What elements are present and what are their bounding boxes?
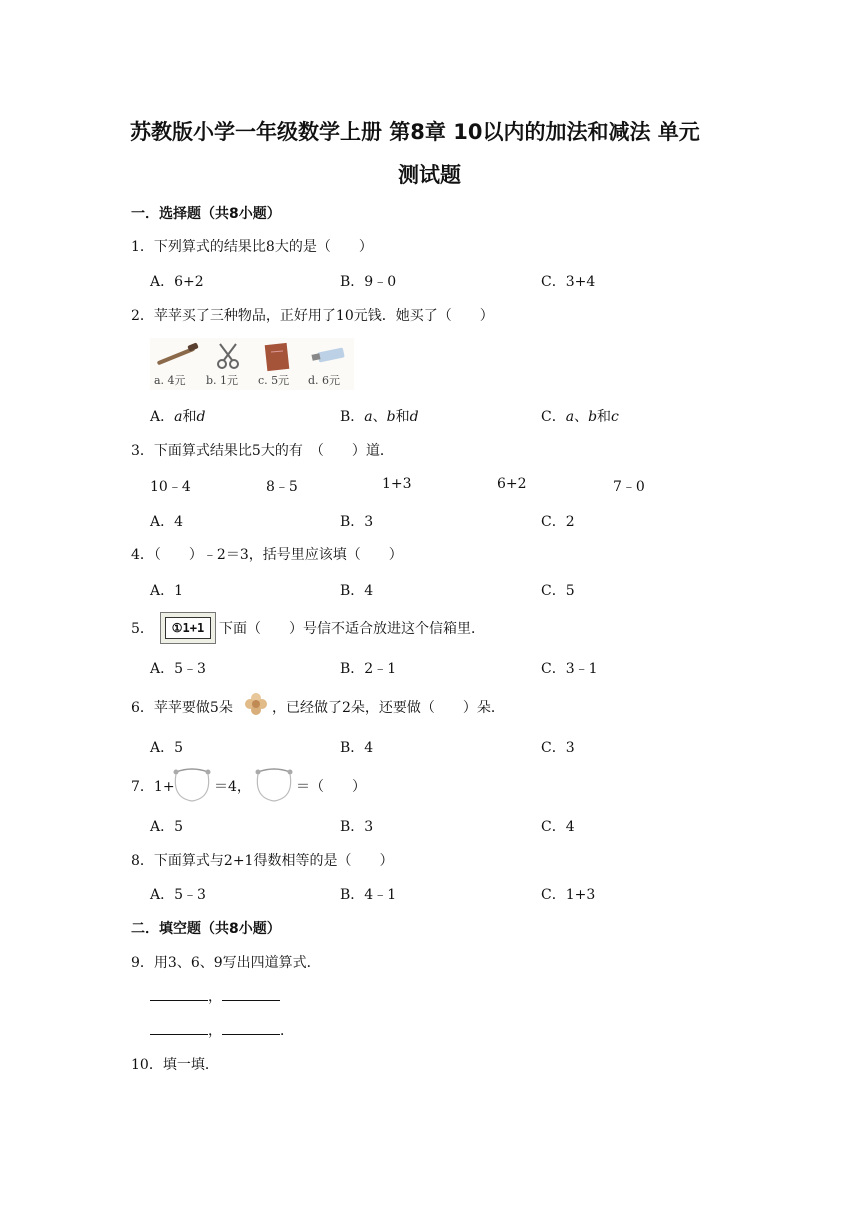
question-5-option-c: C．3﹣1: [541, 661, 598, 677]
question-3-option-b: B．3: [340, 514, 374, 530]
question-8-option-b: B．4﹣1: [340, 887, 397, 903]
toothbrush-icon: [157, 342, 199, 365]
option-letter: A．: [150, 409, 175, 425]
option-conj: 和: [395, 409, 410, 425]
page-title-line2: 测试题: [398, 163, 461, 187]
glue-tube-icon: [311, 347, 344, 362]
item-label-b: b. 1元: [206, 374, 239, 387]
question-1-option-b: B．9﹣0: [340, 274, 397, 290]
items-illustration: [150, 338, 354, 390]
mailbox-label: ①1+1: [165, 617, 211, 639]
question-3-expr-3: 1+3: [382, 476, 412, 492]
option-var: d: [196, 409, 206, 425]
necklace-icon: [252, 764, 296, 804]
blank-separator: ，: [208, 989, 222, 1005]
question-2-option-c: [541, 406, 619, 426]
option-letter: C．: [541, 409, 566, 425]
option-var: a: [364, 409, 373, 425]
mailbox-image: [160, 612, 216, 644]
question-9-blanks-row-1: [150, 986, 280, 1006]
question-6-option-a: A．5: [150, 740, 184, 756]
item-label-a: a. 4元: [154, 374, 186, 387]
option-letter: B．: [340, 409, 365, 425]
question-7-post: ＝（ ）: [296, 779, 366, 795]
question-10-stem: 10．填一填．: [131, 1057, 219, 1073]
question-3-expr-1: 10﹣4: [150, 479, 191, 495]
question-2-stem: 2．苹苹买了三种物品，正好用了10元钱．她买了（ ）: [131, 308, 494, 324]
question-3-option-c: C．2: [541, 514, 575, 530]
question-7-option-c: C．4: [541, 819, 575, 835]
question-5-option-a: A．5﹣3: [150, 661, 206, 677]
answer-blank[interactable]: [150, 1022, 208, 1035]
question-7-pre: 7．1+: [131, 779, 175, 795]
question-9-blanks-row-2: [150, 1020, 294, 1040]
question-1-stem: 1．下列算式的结果比8大的是（ ）: [131, 239, 373, 255]
notebook-icon: [265, 343, 290, 371]
scissors-icon: [218, 344, 238, 368]
question-1-option-a: A．6+2: [150, 274, 204, 290]
option-var: b: [386, 409, 396, 425]
option-var: a: [565, 409, 575, 425]
option-sep: 、: [372, 409, 387, 425]
question-7-option-b: B．3: [340, 819, 374, 835]
flower-icon: [244, 692, 268, 716]
option-conj: 和: [597, 409, 612, 425]
question-4-stem: 4．（ ）﹣2＝3，括号里应该填（ ）: [131, 547, 403, 563]
section-heading-choice: 一．选择题（共8小题）: [131, 206, 281, 222]
question-8-option-c: C．1+3: [541, 887, 596, 903]
question-5-stem: 下面（ ）号信不适合放进这个信箱里．: [219, 621, 485, 637]
section-heading-fill: 二．填空题（共8小题）: [131, 921, 281, 937]
question-3-expr-2: 8﹣5: [266, 479, 298, 495]
question-4-option-a: A．1: [150, 583, 184, 599]
necklace-icon: [170, 764, 214, 804]
necklace-image-2: [252, 764, 296, 804]
option-var: b: [588, 409, 598, 425]
question-7-mid: ＝4，: [214, 779, 251, 795]
question-4-option-b: B．4: [340, 583, 374, 599]
option-sep: 、: [574, 409, 589, 425]
question-2-option-b: [340, 406, 419, 426]
question-6-option-b: B．4: [340, 740, 374, 756]
answer-blank[interactable]: [150, 988, 208, 1001]
option-var: c: [611, 409, 619, 425]
question-6-post: ，已经做了2朵，还要做（ ）朵．: [272, 700, 505, 716]
question-1-option-c: C．3+4: [541, 274, 596, 290]
question-5-option-b: B．2﹣1: [340, 661, 397, 677]
option-var: a: [174, 409, 183, 425]
option-conj: 和: [182, 409, 197, 425]
blank-end: ．: [280, 1023, 294, 1039]
question-9-stem: 9．用3、6、9写出四道算式．: [131, 955, 321, 971]
question-3-expr-5: 7﹣0: [613, 479, 645, 495]
answer-blank[interactable]: [222, 988, 280, 1001]
necklace-image-1: [170, 764, 214, 804]
question-8-option-a: A．5﹣3: [150, 887, 206, 903]
question-6-option-c: C．3: [541, 740, 575, 756]
question-5-number: 5．: [131, 621, 154, 637]
question-3-option-a: A．4: [150, 514, 184, 530]
question-7-option-a: A．5: [150, 819, 184, 835]
question-4-option-c: C．5: [541, 583, 575, 599]
blank-separator: ，: [208, 1023, 222, 1039]
page-title-line1: 苏教版小学一年级数学上册 第8章 10以内的加法和减法 单元: [130, 120, 700, 144]
answer-blank[interactable]: [222, 1022, 280, 1035]
item-label-d: d. 6元: [308, 374, 341, 387]
question-3-expr-4: 6+2: [497, 476, 527, 492]
item-label-c: c. 5元: [258, 374, 290, 387]
question-6-pre: 6．苹苹要做5朵: [131, 700, 233, 716]
shopping-items-image: [150, 338, 354, 390]
option-var: d: [409, 409, 419, 425]
question-8-stem: 8．下面算式与2+1得数相等的是（ ）: [131, 853, 394, 869]
paper-flower-image: [244, 692, 268, 716]
question-2-option-a: [150, 406, 205, 426]
question-3-stem: 3．下面算式结果比5大的有 （ ）道．: [131, 443, 394, 459]
